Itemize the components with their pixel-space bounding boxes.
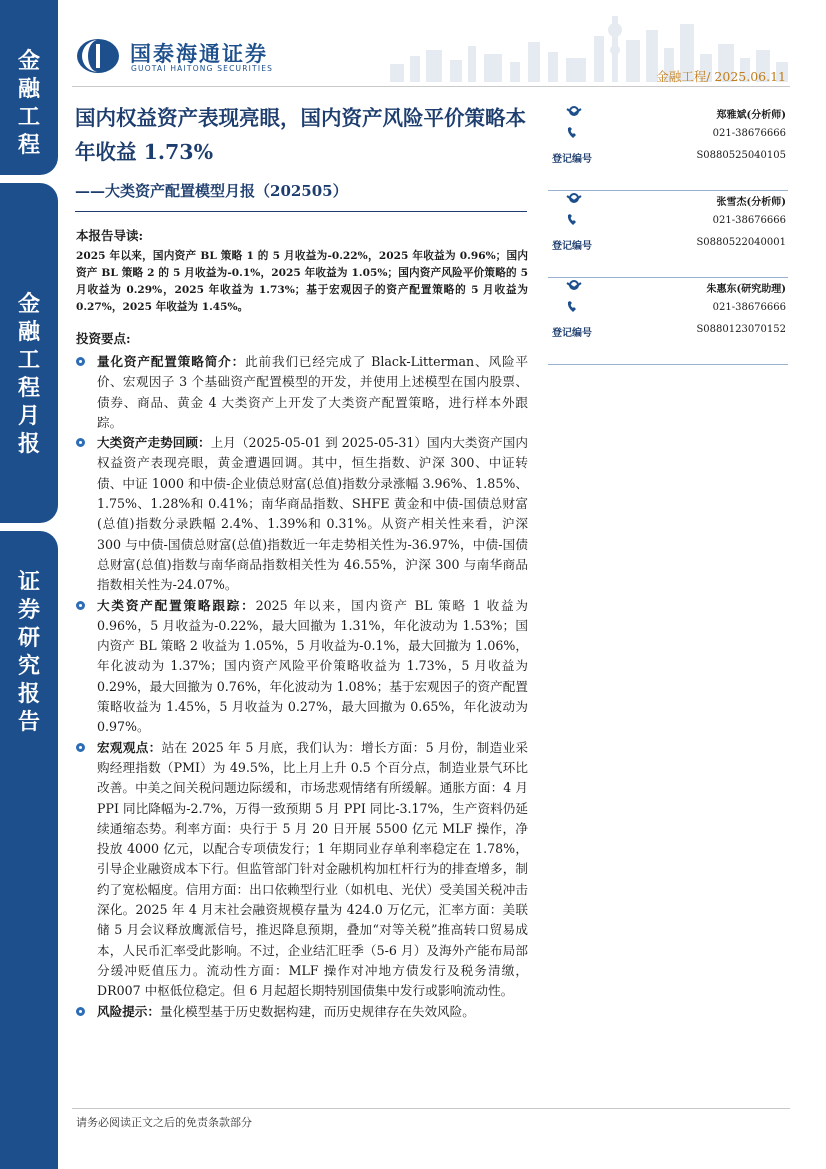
- header-divider: [72, 86, 790, 87]
- bullet-icon: [76, 1007, 85, 1016]
- point-item: [76, 433, 528, 595]
- registration-label: 登记编号: [552, 328, 592, 339]
- point-body: 量化模型基于历史数据构建，而历史规律存在失效风险。: [159, 1003, 475, 1019]
- disclaimer-note: 请务必阅读正文之后的免责条款部分: [76, 1116, 252, 1129]
- point-item: [76, 352, 528, 433]
- analyst-panel: [548, 104, 788, 365]
- analyst-card: [548, 104, 788, 191]
- left-ribbon: [0, 0, 58, 1169]
- investment-points: [76, 352, 528, 1022]
- summary-heading: 本报告导读:: [76, 228, 144, 243]
- report-subtitle: ——大类资产配置模型月报（202505）: [75, 182, 348, 200]
- analyst-registration: S0880525040105: [696, 150, 786, 161]
- point-item: [76, 1002, 528, 1022]
- report-title: 国内权益资产表现亮眼，国内资产风险平价策略本年收益 1.73%: [75, 106, 526, 164]
- analyst-card: [548, 278, 788, 365]
- point-heading: 宏观观点：: [97, 739, 162, 755]
- analyst-phone: 021-38676666: [712, 215, 786, 226]
- summary-text: 2025 年以来，国内资产 BL 策略 1 的 5 月收益为-0.22%，2025 年收益为 0.96%；国内资产 BL 策略 2 的 5 月收益为-0.1%，2025 年收益为 1.05%；国内资产风险平价策略的 5 月收益为 0.29%，2025 年收益为 1.73%；基于宏观因子的资产配置策略的 5 月收益为 0.27%，2025 年收益为 1.45%。: [76, 250, 528, 313]
- ribbon-segment-research: [0, 531, 58, 1169]
- registration-label: 登记编号: [552, 154, 592, 165]
- point-heading: 风险提示：: [97, 1003, 160, 1019]
- footer-divider: [72, 1108, 790, 1109]
- ribbon-label-category: 金融工程: [17, 49, 40, 158]
- analyst-name: 张雪杰(分析师): [716, 197, 786, 208]
- analyst-registration: S0880522040001: [696, 237, 786, 248]
- point-heading: 大类资产配置策略跟踪：: [97, 597, 256, 613]
- analyst-name: 郑雅斌(分析师): [716, 110, 786, 121]
- point-body: 此前我们已经完成了 Black-Litterman、风险平价、宏观因子 3 个基础资产配置模型的开发，并使用上述模型在国内股票、债券、商品、黄金 4 大类资产上开发了大类资产配置策略，进行样本外跟踪。: [97, 354, 529, 430]
- ribbon-segment-report-type: [0, 183, 58, 523]
- point-heading: 大类资产走势回顾：: [97, 435, 211, 451]
- bullet-icon: [76, 438, 85, 447]
- point-body: 站在 2025 年 5 月底，我们认为：增长方面：5 月份，制造业采购经理指数（PMI）为 49.5%，比上月上升 0.5 个百分点，制造业景气环比改善。中美之间关税问题边际缓和，市场悲观情绪有所缓解。通胀方面：4 月 PPI 同比降幅为-2.7%，万得一致预期 5 月 PPI 同比-3.17%，生产资料仍延续通缩态势。利率方面：央行于 5 月 20 日开展 5500 亿元 MLF 操作，净投放 4000 亿元，以配合专项债发行；1 年期同业存单利率稳定在 1.78%，引导企业融资成本下行。但监管部门针对金融机构加杠杆行为的排查增多，制约了宽松幅度。信用方面：出口依赖型行业（如机电、光伏）受美国关税冲击深化。2025 年 4 月末社会融资规模存量为 424.0 万亿元，汇率方面：美联储 5 月会议释放鹰派信号，推迟降息预期，叠加“对等关税”推高转口贸易成本，人民币汇率受此影响。不过，企业结汇旺季（5-6 月）及海外产能布局部分缓冲贬值压力。流动性方面：MLF 操作对冲地方债发行及税务清缴，DR007 中枢低位稳定。但 6 月起超长期特别国债集中发行或影响流动性。: [97, 739, 529, 999]
- phone-icon: [566, 126, 580, 140]
- point-item: [76, 738, 528, 1002]
- point-heading: 量化资产配置策略简介：: [97, 354, 246, 369]
- registration-label: 登记编号: [552, 241, 592, 252]
- point-item: [76, 596, 528, 738]
- company-name-en: GUOTAI HAITONG SECURITIES: [131, 64, 274, 73]
- phone-icon: [566, 300, 580, 314]
- company-name-cn: 国泰海通证券: [130, 42, 268, 66]
- email-icon: [566, 106, 582, 118]
- company-logo-icon: [76, 38, 120, 74]
- analyst-phone: 021-38676666: [712, 302, 786, 313]
- ribbon-label-report-type: 金融工程月报: [17, 292, 40, 457]
- analyst-phone: 021-38676666: [712, 128, 786, 139]
- analyst-registration: S0880123070152: [696, 324, 786, 335]
- email-icon: [566, 193, 582, 205]
- phone-icon: [566, 213, 580, 227]
- analyst-name: 朱惠东(研究助理): [706, 284, 786, 295]
- title-divider: [75, 211, 527, 212]
- point-body: 上月（2025-05-01 到 2025-05-31）国内大类资产国内权益资产表现亮眼，黄金遭遇回调。其中，恒生指数、沪深 300、中证转债、中证 1000 和中债-企业债总财富(总值)指数分录涨幅 3.96%、1.85%、1.75%、1.28%和 0.41%；南华商品指数、SHFE 黄金和中债-国债总财富(总值)指数分录跌幅 2.4%、1.39%和 0.31%。从资产相关性来看，沪深 300 与中债-国债总财富(总值)指数近一年走势相关性为-36.97%，中债-国债总财富(总值)指数与南华商品指数相关性为 46.55%，沪深 300 与南华商品指数相关性为-24.07%。: [97, 435, 528, 593]
- bullet-icon: [76, 743, 85, 752]
- point-body: 2025 年以来，国内资产 BL 策略 1 收益为 0.96%，5 月收益为-0.22%，最大回撤为 1.31%，年化波动为 1.53%；国内资产 BL 策略 2 收益为 1.05%，5 月收益为-0.1%，最大回撤为 1.06%，年化波动为 1.37%；国内资产风险平价策略收益为 1.73%，5 月收益为 0.29%，最大回撤为 0.76%，年化波动为 1.08%；基于宏观因子的资产配置策略收益为 1.45%，5 月收益为 0.27%，最大回撤为 0.65%，年化波动为 0.97%。: [97, 597, 529, 735]
- department-date: 金融工程/ 2025.06.11: [656, 69, 786, 84]
- ribbon-label-research: 证券研究报告: [17, 570, 40, 735]
- analyst-card: [548, 191, 788, 278]
- bullet-icon: [76, 357, 85, 366]
- ribbon-segment-category: [0, 0, 58, 175]
- bullet-icon: [76, 601, 85, 610]
- email-icon: [566, 280, 582, 292]
- points-heading: 投资要点:: [76, 331, 131, 346]
